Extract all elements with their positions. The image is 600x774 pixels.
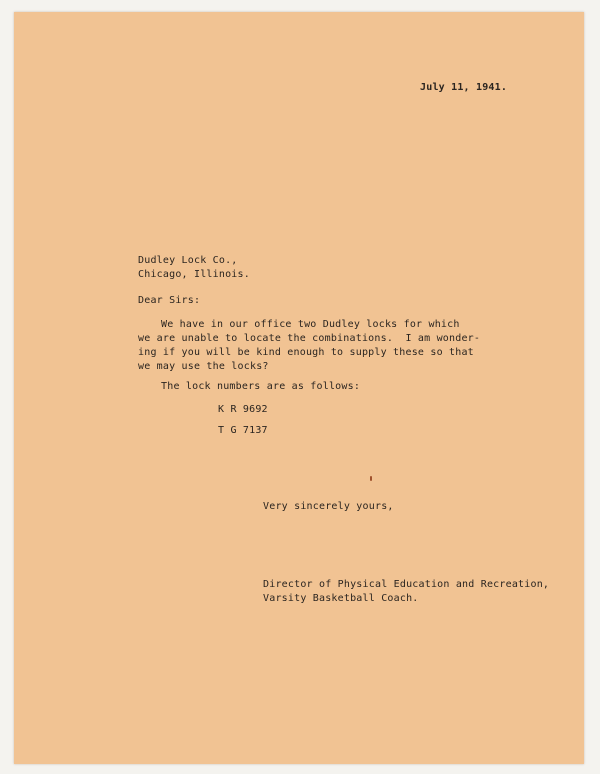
lock-numbers-intro: The lock numbers are as follows: bbox=[161, 381, 361, 392]
letter-date: July 11, 1941. bbox=[420, 82, 508, 93]
ink-speck bbox=[370, 476, 372, 481]
recipient-city: Chicago, Illinois. bbox=[138, 269, 250, 280]
closing: Very sincerely yours, bbox=[263, 501, 394, 512]
letter-page bbox=[14, 12, 584, 764]
recipient-name: Dudley Lock Co., bbox=[138, 255, 238, 266]
body-line: We have in our office two Dudley locks for which bbox=[161, 319, 460, 330]
body-line: we may use the locks? bbox=[138, 361, 269, 372]
signature-role: Varsity Basketball Coach. bbox=[263, 593, 419, 604]
body-line: we are unable to locate the combinations. I am wonder- bbox=[138, 333, 481, 344]
salutation: Dear Sirs: bbox=[138, 295, 201, 306]
body-line: ing if you will be kind enough to supply these so that bbox=[138, 347, 474, 358]
lock-number: K R 9692 bbox=[218, 404, 268, 415]
signature-title: Director of Physical Education and Recreation, bbox=[263, 579, 550, 590]
lock-number: T G 7137 bbox=[218, 425, 268, 436]
